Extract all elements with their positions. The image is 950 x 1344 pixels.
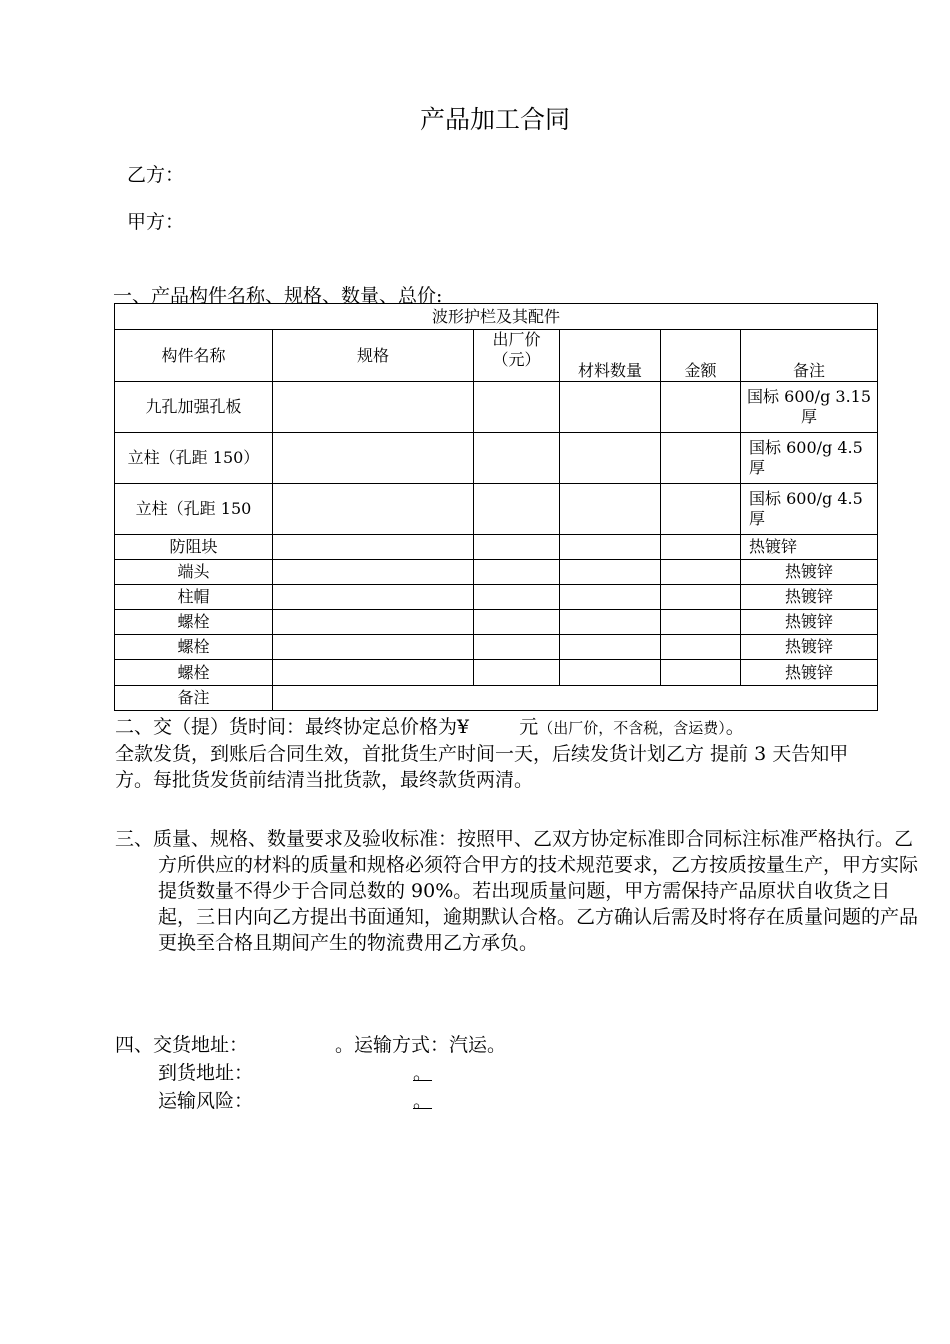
destination-label: 到货地址： xyxy=(158,1062,254,1084)
row-qty xyxy=(560,560,661,585)
row-amount xyxy=(661,433,741,484)
row-amount xyxy=(661,382,741,433)
table-row xyxy=(115,535,878,560)
header-amount: 金额 xyxy=(661,330,741,382)
row-qty xyxy=(560,382,661,433)
row-note: 热镀锌 xyxy=(741,585,878,610)
header-name: 构件名称 xyxy=(115,330,273,382)
remark-label: 备注 xyxy=(115,686,273,711)
row-price xyxy=(474,660,560,686)
row-price xyxy=(474,484,560,535)
table-caption: 波形护栏及其配件 xyxy=(115,304,878,330)
row-note: 国标 600/g 3.15 厚 xyxy=(741,382,878,433)
row-spec xyxy=(273,484,474,535)
product-table xyxy=(114,303,878,711)
table-row xyxy=(115,560,878,585)
row-price xyxy=(474,610,560,635)
row-price xyxy=(474,635,560,660)
row-price xyxy=(474,535,560,560)
row-amount xyxy=(661,484,741,535)
row-note: 热镀锌 xyxy=(741,535,878,560)
row-amount xyxy=(661,610,741,635)
row-spec xyxy=(273,660,474,686)
row-qty xyxy=(560,585,661,610)
row-price xyxy=(474,433,560,484)
header-spec: 规格 xyxy=(273,330,474,382)
destination-value: 。 xyxy=(413,1062,433,1084)
row-price xyxy=(474,560,560,585)
table-row xyxy=(115,585,878,610)
row-name: 螺栓 xyxy=(115,635,273,660)
row-qty xyxy=(560,433,661,484)
row-spec xyxy=(273,382,474,433)
row-qty xyxy=(560,635,661,660)
row-name: 螺栓 xyxy=(115,610,273,635)
table-row xyxy=(115,610,878,635)
section-2-body: 全款发货，到账后合同生效，首批货生产时间一天，后续发货计划乙方 提前 3 天告知甲方。每批货发货前结清当批货款，最终款货两清。 xyxy=(115,743,849,791)
section-3: 三、质量、规格、数量要求及验收标准：按照甲、乙双方协定标准即合同标注标准严格执行。乙方所供应的材料的质量和规格必须符合甲方的技术规范要求，乙方按质按量生产，甲方实际提货数量不得少于合同总数的 90%。若出现质量问题，甲方需保持产品原状自收货之日起，三日内向乙方提出书面通知，逾期默认合格。乙方确认后需及时将存在质量问题的产品更换至合格且期间产生的物流费用乙方承负。 xyxy=(115,828,919,954)
row-note: 热镀锌 xyxy=(741,560,878,585)
row-name: 防阻块 xyxy=(115,535,273,560)
row-spec xyxy=(273,610,474,635)
section-2-end: 。 xyxy=(725,716,745,738)
row-spec xyxy=(273,585,474,610)
row-amount xyxy=(661,560,741,585)
row-price xyxy=(474,585,560,610)
row-qty xyxy=(560,484,661,535)
row-note: 国标 600/g 4.5 厚 xyxy=(741,484,878,535)
row-amount xyxy=(661,660,741,686)
row-amount xyxy=(661,535,741,560)
row-name: 立柱（孔距 150 xyxy=(115,484,273,535)
section-2-terms: （出厂价，不含税，含运费） xyxy=(538,719,726,737)
row-note: 热镀锌 xyxy=(741,610,878,635)
row-name: 九孔加强孔板 xyxy=(115,382,273,433)
table-row xyxy=(115,382,878,433)
row-note: 热镀锌 xyxy=(741,660,878,686)
transport-risk-value: 。 xyxy=(413,1090,433,1112)
table-row xyxy=(115,433,878,484)
row-note: 国标 600/g 4.5 厚 xyxy=(741,433,878,484)
remark-value xyxy=(273,686,878,711)
section-1-heading: 一、产品构件名称、规格、数量、总价: xyxy=(113,285,443,307)
table-row xyxy=(115,635,878,660)
row-name: 螺栓 xyxy=(115,660,273,686)
party-b-label: 乙方： xyxy=(127,164,185,186)
row-spec xyxy=(273,635,474,660)
row-qty xyxy=(560,660,661,686)
section-2 xyxy=(115,714,877,793)
row-spec xyxy=(273,560,474,585)
document-title: 产品加工合同 xyxy=(419,105,570,134)
table-row xyxy=(115,660,878,686)
row-name: 立柱（孔距 150） xyxy=(115,433,273,484)
row-spec xyxy=(273,433,474,484)
section-2-lead: 二、交（提）货时间：最终协定总价格为¥ xyxy=(115,716,470,738)
row-amount xyxy=(661,635,741,660)
row-note: 热镀锌 xyxy=(741,635,878,660)
row-name: 端头 xyxy=(115,560,273,585)
party-a-label: 甲方： xyxy=(127,211,185,233)
transport-risk-label: 运输风险： xyxy=(158,1090,254,1112)
row-qty xyxy=(560,535,661,560)
section-2-unit: 元 xyxy=(519,716,539,738)
header-price: 出厂价（元） xyxy=(474,330,560,382)
table-row xyxy=(115,484,878,535)
section-4-label: 四、交货地址： xyxy=(115,1034,249,1056)
row-qty xyxy=(560,610,661,635)
header-qty: 材料数量 xyxy=(560,330,661,382)
row-spec xyxy=(273,535,474,560)
header-note: 备注 xyxy=(741,330,878,382)
row-amount xyxy=(661,585,741,610)
row-name: 柱帽 xyxy=(115,585,273,610)
section-4-transport: 。运输方式：汽运。 xyxy=(335,1034,507,1056)
row-price xyxy=(474,382,560,433)
